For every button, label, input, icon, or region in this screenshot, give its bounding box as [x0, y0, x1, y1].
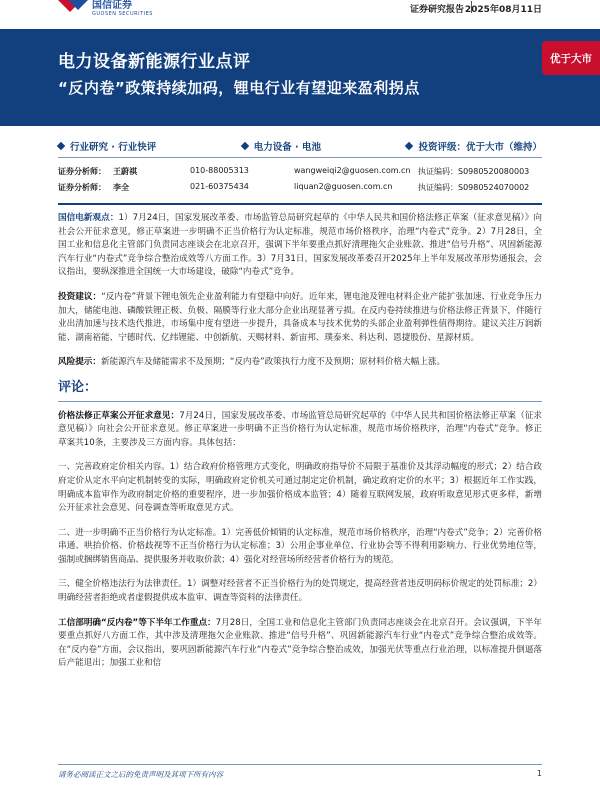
- meta-rating-label: 投资评级：优于大市（维持）: [418, 142, 542, 153]
- price-law-paragraph: [58, 410, 542, 451]
- analyst-row: [58, 166, 542, 182]
- review-heading: 评论：: [58, 379, 98, 395]
- meta-row: [58, 138, 542, 154]
- meta-sector-label: 电力设备 · 电池: [253, 142, 321, 153]
- rating-tag: 优于大市: [542, 41, 600, 75]
- page-number: 1: [536, 769, 542, 778]
- risk-lead: 风险提示：: [58, 357, 101, 368]
- analyst-email[interactable]: wangweiqi2@guosen.com.cn: [294, 166, 411, 175]
- meta-sector: [242, 138, 321, 154]
- risk-text: 新能源汽车及储能需求不及预期；“反内卷”政策执行力度不及预期；原材料价格大幅上涨。: [100, 357, 446, 368]
- company-logo: [58, 0, 153, 22]
- logo-text-en: GUOSEN SECURITIES: [92, 11, 153, 17]
- report-title: 电力设备新能源行业点评: [58, 52, 251, 72]
- advice-lead: 投资建议：: [58, 291, 102, 302]
- divider: [58, 401, 542, 402]
- analyst-row: [58, 182, 542, 198]
- diamond-icon: [57, 142, 65, 150]
- analyst-table: [58, 166, 542, 198]
- divider: [58, 203, 542, 205]
- analyst-phone: 021-60375434: [190, 182, 249, 191]
- diamond-icon: [405, 142, 413, 150]
- viewpoint-paragraph: [58, 212, 542, 280]
- divider: [58, 157, 542, 158]
- meta-research: [58, 138, 156, 154]
- advice-paragraph: [58, 291, 542, 345]
- logo-text-cn: 国信证券: [92, 0, 132, 11]
- disclaimer-note: 请务必阅读正文之后的免责声明及其项下所有内容: [58, 770, 223, 779]
- analyst-role: 证券分析师：: [58, 167, 106, 176]
- report-date: 2025年08月11日: [464, 5, 542, 15]
- miit-lead: 工信部明确“反内卷”等下半年工作重点：: [58, 617, 216, 628]
- miit-text: 7月28日，全国工业和信息化主管部门负责同志座谈会在北京召开。会议强调，下半年要重点抓好八方面工作，其中涉及清理拖欠企业账款、推进“信号升格”、巩固新能源汽车行业“内卷式”竞争综合整治成效等。在“反内卷”方面，会议指出，要巩固新能源汽车行业“内卷式”竞争综合整治成效，加强光伏等重点行业治理，以标准提升倒逼落后产能退出；加强工业和信: [58, 617, 542, 669]
- price-law-text: 7月24日，国家发展改革委、市场监管总局研究起草的《中华人民共和国价格法修正草案（征求意见稿）》向社会公开征求意见。修正草案进一步明确不正当价格行为认定标准，规范市场价格秩序，治理“内卷式”竞争。修正草案共10条，主要涉及三方面内容。具体包括：: [58, 410, 542, 448]
- analyst-email[interactable]: liquan2@guosen.com.cn: [294, 182, 393, 191]
- meta-rating: [406, 138, 542, 154]
- analyst-cert: 执证编码：S0980524070002: [418, 183, 530, 192]
- item-three: 三、健全价格违法行为法律责任。1）调整对经营者不正当价格行为的处罚规定，提高经营者违反明码标价规定的处罚标准；2）明确经营者拒绝或者虚假提供成本监审、调查等资料的法律责任。: [58, 579, 542, 604]
- miit-paragraph: [58, 617, 542, 671]
- footer-divider: [58, 764, 542, 765]
- top-bar: [0, 0, 600, 26]
- analyst-name: 王蔚祺: [113, 167, 137, 176]
- price-law-lead: 价格法修正草案公开征求意见：: [58, 410, 180, 421]
- analyst-role: 证券分析师：: [58, 183, 106, 192]
- report-body: [58, 212, 542, 682]
- analyst-cert: 执证编码：S0980520080003: [418, 167, 530, 176]
- viewpoint-text: 1）7月24日，国家发展改革委、市场监管总局研究起草的《中华人民共和国价格法修正草案（征求意见稿）》向社会公开征求意见，修正草案进一步明确不正当价格行为认定标准，规范市场价格秩序，治理“内卷式”竞争。2）7月28日，全国工业和信息化主管部门负责同志座谈会在北京召开，强调下半年要重点抓好清理拖欠企业账款、推进“信号升格”、巩固新能源汽车行业“内卷式”竞争综合整治成效等八方面工作。3）7月31日，国家发展改革委召开2025年上半年发展改革形势通报会，会议指出，要纵深推进全国统一大市场建设，破除“内卷式”竞争。: [58, 213, 542, 278]
- risk-paragraph: [58, 356, 542, 370]
- analyst-name: 李全: [113, 183, 129, 192]
- logo-mark-icon: [58, 0, 88, 14]
- viewpoint-lead: 国信电新观点：: [58, 213, 119, 223]
- report-type: 证券研究报告: [409, 5, 464, 15]
- item-one: 一、完善政府定价相关内容。1）结合政府价格管理方式变化，明确政府指导价不局限于基准价及其浮动幅度的形式；2）结合政府定价从定水平向定机制转变的实际，明确政府定价机关可通过制定定价机制，确定政府定价的水平；3）根据近年工作实践，明确成本监审作为政府制定价格的重要程序，进一步加强价格成本监管；4）随着互联网发展，政府听取意见形式更多样，新增公开征求社会意见、问卷调查等听取意见方式。: [58, 462, 542, 514]
- title-banner: [0, 29, 600, 126]
- analyst-phone: 010-88005313: [190, 166, 249, 175]
- report-subtitle: “反内卷”政策持续加码，锂电行业有望迎来盈利拐点: [58, 79, 420, 97]
- advice-text: “反内卷”背景下锂电领先企业盈利能力有望稳中向好。近年来，锂电池及锂电材料企业产能扩张加速、行业竞争压力加大，储能电池、磷酸铁锂正极、负极、隔膜等行业大部分企业出现显著亏损。在反内卷持续推进与价格法修正背景下，伴随行业出清加速与技术迭代推进，市场集中度有望进一步提升，具备成本与技术优势的头部企业盈利弹性值得期待。建议关注万润新能、湖南裕能、宁德时代、亿纬锂能、中创新航、天赐材料、新宙邦、璞泰来、科达利、恩捷股份、星源材质。: [58, 291, 542, 343]
- meta-research-label: 行业研究 · 行业快评: [70, 142, 157, 153]
- item-two: 二、进一步明确不正当价格行为认定标准。1）完善低价倾销的认定标准，规范市场价格秩序，治理“内卷式”竞争；2）完善价格串通、哄抬价格、价格歧视等不正当价格行为认定标准；3）公用企事业单位、行业协会等不得利用影响力、行业优势地位等，强制或捆绑销售商品、提供服务并收取价款；4）强化对经营场所经营者价格行为的规范。: [58, 527, 542, 565]
- diamond-icon: [240, 142, 248, 150]
